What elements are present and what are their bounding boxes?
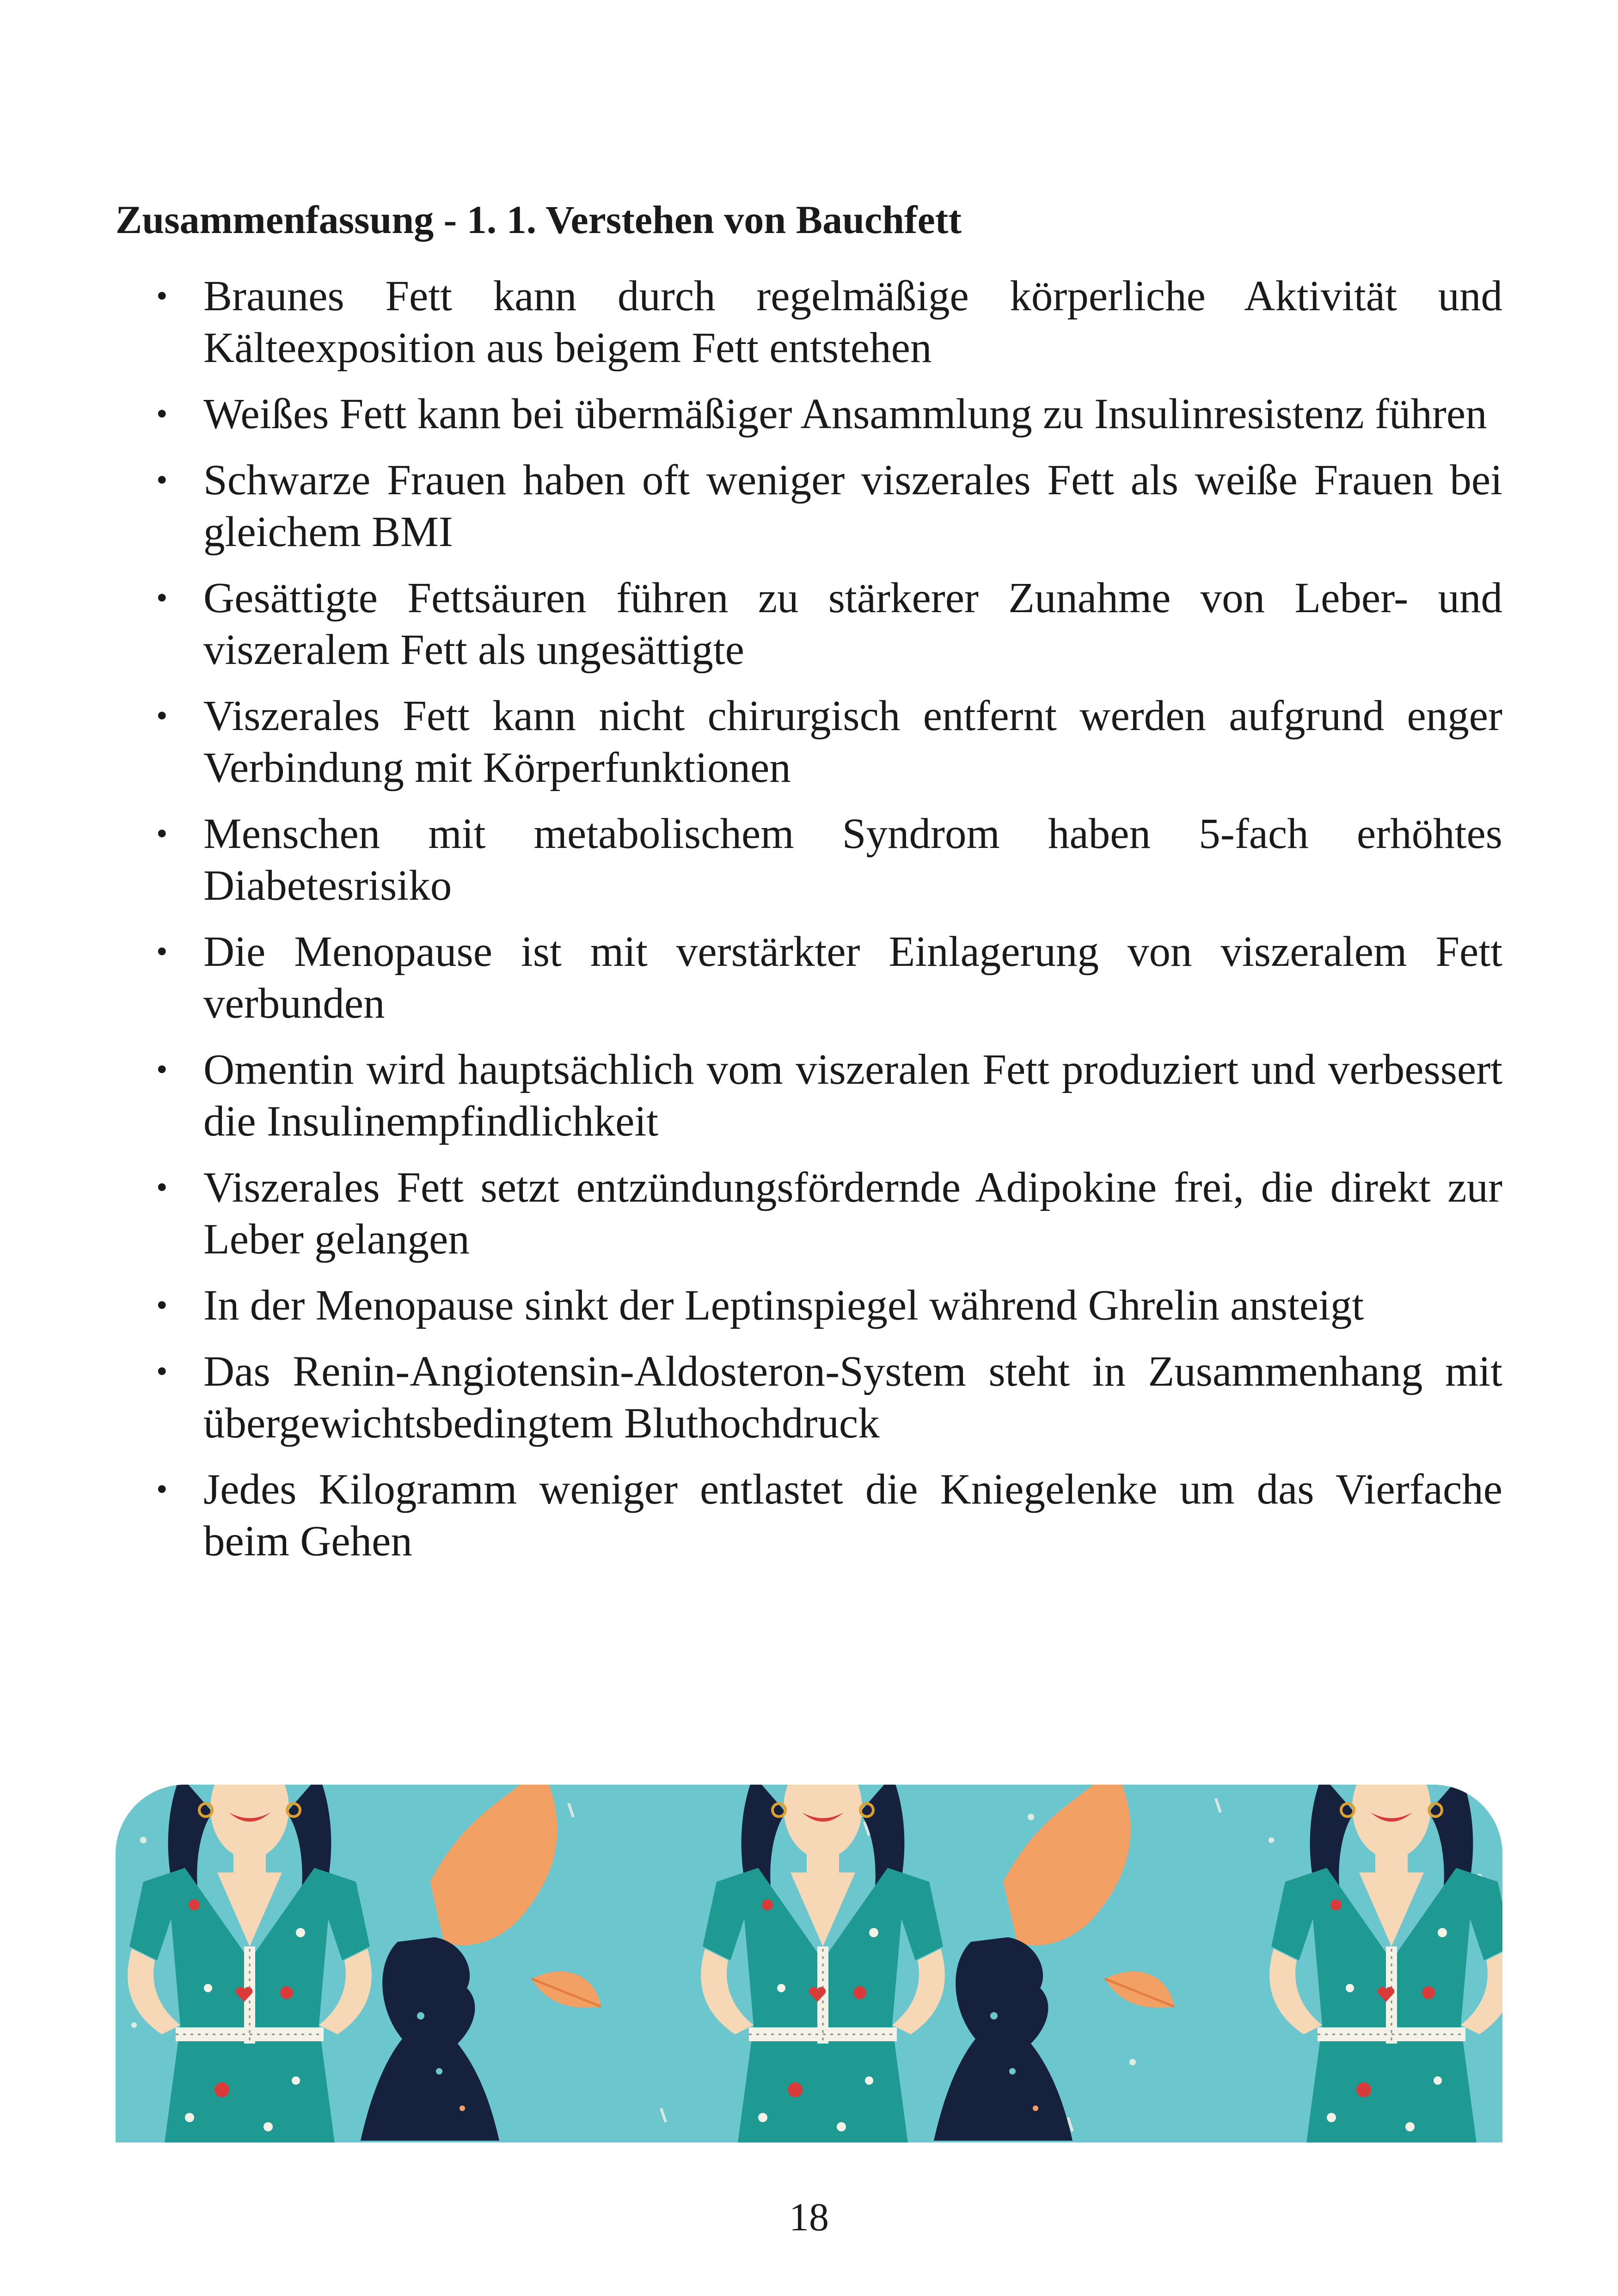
illustration-women-pattern [116,1785,1502,2143]
illustration-banner [116,1785,1502,2143]
page-number: 18 [789,2195,829,2239]
list-item-text: Die Menopause ist mit verstärkter Einlagerung von viszeralem Fett verbunden [203,928,1502,1027]
list-item [153,1044,1502,1148]
list-item-text: Das Renin-Angiotensin-Aldosteron-System steht in Zusammenhang mit übergewichtsbedingtem Bluthochdruck [203,1348,1502,1447]
list-item-text: Weißes Fett kann bei übermäßiger Ansammlung zu Insulinresistenz führen [203,390,1487,438]
list-item-text: Braunes Fett kann durch regelmäßige körperliche Aktivität und Kälteexposition aus beigem Fett entstehen [203,272,1502,372]
list-item-text: Jedes Kilogramm weniger entlastet die Kniegelenke um das Vierfache beim Gehen [203,1466,1502,1565]
bullet-icon: • [156,1170,168,1205]
bullet-icon: • [156,1288,168,1323]
list-item [153,270,1502,374]
bullet-icon: • [156,1052,168,1087]
bullet-icon: • [156,934,168,970]
bullet-icon: • [156,278,168,314]
list-item [153,808,1502,912]
list-item [153,1162,1502,1265]
bullet-icon: • [156,816,168,852]
bullet-icon: • [156,462,168,498]
list-item-text: Omentin wird hauptsächlich vom viszeralen Fett produziert und verbessert die Insulinempfindlichkeit [203,1046,1502,1145]
list-item-text: In der Menopause sinkt der Leptinspiegel während Ghrelin ansteigt [203,1282,1364,1329]
list-item-text: Viszerales Fett setzt entzündungsfördernde Adipokine frei, die direkt zur Leber gelangen [203,1164,1502,1263]
bullet-icon: • [156,698,168,734]
list-item [153,1280,1502,1332]
list-item-text: Menschen mit metabolischem Syndrom haben 5-fach erhöhtes Diabetesrisiko [203,810,1502,909]
list-item [153,1464,1502,1567]
list-item-text: Gesättigte Fettsäuren führen zu stärkerer Zunahme von Leber- und viszeralem Fett als ungesättigte [203,574,1502,674]
list-item-text: Schwarze Frauen haben oft weniger viszerales Fett als weiße Frauen bei gleichem BMI [203,456,1502,556]
bullet-icon: • [156,1472,168,1507]
list-item [153,926,1502,1030]
section-heading: Zusammenfassung - 1. 1. Verstehen von Bauchfett [116,197,962,242]
list-item [153,454,1502,558]
summary-list [153,270,1502,1582]
list-item [153,690,1502,794]
list-item [153,388,1502,440]
list-item-text: Viszerales Fett kann nicht chirurgisch entfernt werden aufgrund enger Verbindung mit Körperfunktionen [203,692,1502,792]
list-item [153,1346,1502,1449]
bullet-icon: • [156,580,168,616]
bullet-icon: • [156,1354,168,1389]
bullet-icon: • [156,396,168,432]
list-item [153,572,1502,676]
